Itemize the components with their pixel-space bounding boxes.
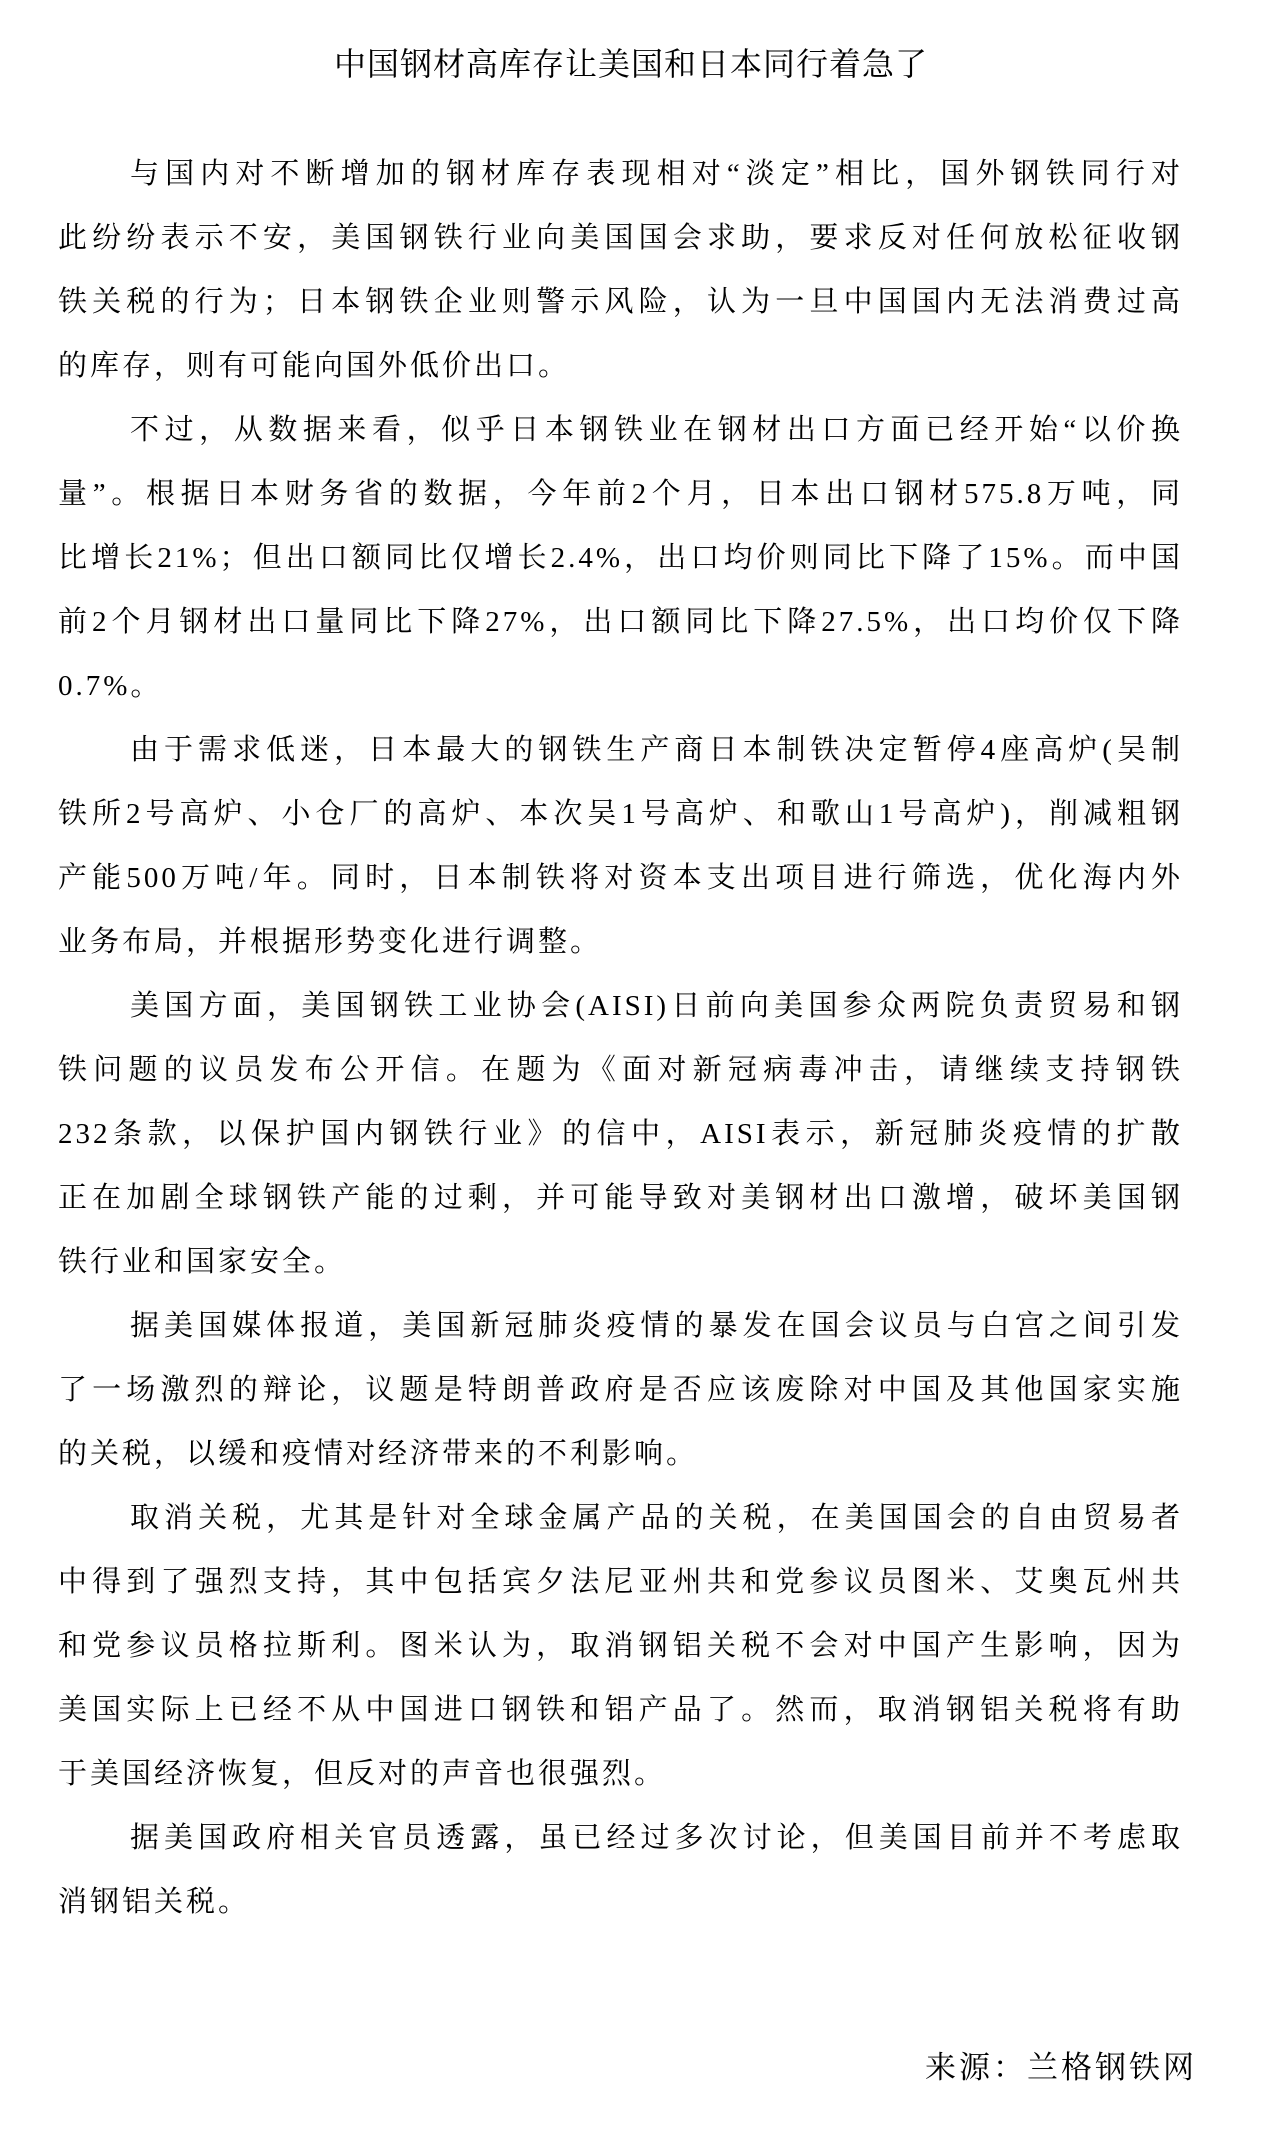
paragraph-line: 0.7%。 (58, 670, 163, 702)
paragraph (58, 398, 1183, 718)
paragraph (58, 718, 1183, 974)
paragraph-line: 前2个月钢材出口量同比下降27%，出口额同比下降27.5%，出口均价仅下降 (58, 606, 1183, 638)
paragraph-line: 的库存，则有可能向国外低价出口。 (58, 350, 571, 382)
paragraph-line: 232条款，以保护国内钢铁行业》的信中，AISI表示，新冠肺炎疫情的扩散 (58, 1118, 1183, 1150)
paragraph-line: 此纷纷表示不安，美国钢铁行业向美国国会求助，要求反对任何放松征收钢 (58, 222, 1183, 254)
paragraph-line: 正在加剧全球钢铁产能的过剩，并可能导致对美钢材出口激增，破坏美国钢 (58, 1182, 1183, 1214)
paragraph-line: 由于需求低迷，日本最大的钢铁生产商日本制铁决定暂停4座高炉(吴制 (130, 734, 1183, 766)
article-body (0, 142, 1262, 1934)
paragraph-line: 与国内对不断增加的钢材库存表现相对“淡定”相比，国外钢铁同行对 (130, 158, 1183, 190)
paragraph-line: 美国方面，美国钢铁工业协会(AISI)日前向美国参众两院负责贸易和钢 (130, 990, 1183, 1022)
article-title: 中国钢材高库存让美国和日本同行着急了 (333, 46, 928, 82)
paragraph-line: 不过，从数据来看，似乎日本钢铁业在钢材出口方面已经开始“以价换 (130, 414, 1183, 446)
paragraph-line: 据美国政府相关官员透露，虽已经过多次讨论，但美国目前并不考虑取 (130, 1822, 1183, 1854)
paragraph (58, 142, 1183, 398)
paragraph-line: 美国实际上已经不从中国进口钢铁和铝产品了。然而，取消钢铝关税将有助 (58, 1694, 1183, 1726)
source-line: 来源：兰格钢铁网 (925, 2050, 1197, 2085)
paragraph-line: 的关税，以缓和疫情对经济带来的不利影响。 (58, 1438, 699, 1470)
paragraph-line: 于美国经济恢复，但反对的声音也很强烈。 (58, 1758, 667, 1790)
paragraph-line: 和党参议员格拉斯利。图米认为，取消钢铝关税不会对中国产生影响，因为 (58, 1630, 1183, 1662)
paragraph-line: 比增长21%；但出口额同比仅增长2.4%，出口均价则同比下降了15%。而中国 (58, 542, 1183, 574)
paragraph (58, 1294, 1183, 1486)
paragraph (58, 1806, 1183, 1934)
paragraph-line: 产能500万吨/年。同时，日本制铁将对资本支出项目进行筛选，优化海内外 (58, 862, 1183, 894)
paragraph-line: 取消关税，尤其是针对全球金属产品的关税，在美国国会的自由贸易者 (130, 1502, 1183, 1534)
paragraph-line: 铁关税的行为；日本钢铁企业则警示风险，认为一旦中国国内无法消费过高 (58, 286, 1183, 318)
paragraph-line: 业务布局，并根据形势变化进行调整。 (58, 926, 603, 958)
paragraph-line: 量”。根据日本财务省的数据，今年前2个月，日本出口钢材575.8万吨，同 (58, 478, 1183, 510)
paragraph-line: 消钢铝关税。 (58, 1886, 251, 1918)
paragraph-line: 铁问题的议员发布公开信。在题为《面对新冠病毒冲击，请继续支持钢铁 (58, 1054, 1183, 1086)
paragraph (58, 1486, 1183, 1806)
paragraph-line: 铁行业和国家安全。 (58, 1246, 347, 1278)
paragraph-line: 据美国媒体报道，美国新冠肺炎疫情的暴发在国会议员与白宫之间引发 (130, 1310, 1183, 1342)
paragraph-line: 了一场激烈的辩论，议题是特朗普政府是否应该废除对中国及其他国家实施 (58, 1374, 1183, 1406)
paragraph (58, 974, 1183, 1294)
paragraph-line: 铁所2号高炉、小仓厂的高炉、本次吴1号高炉、和歌山1号高炉)，削减粗钢 (58, 798, 1183, 830)
paragraph-line: 中得到了强烈支持，其中包括宾夕法尼亚州共和党参议员图米、艾奥瓦州共 (58, 1566, 1183, 1598)
